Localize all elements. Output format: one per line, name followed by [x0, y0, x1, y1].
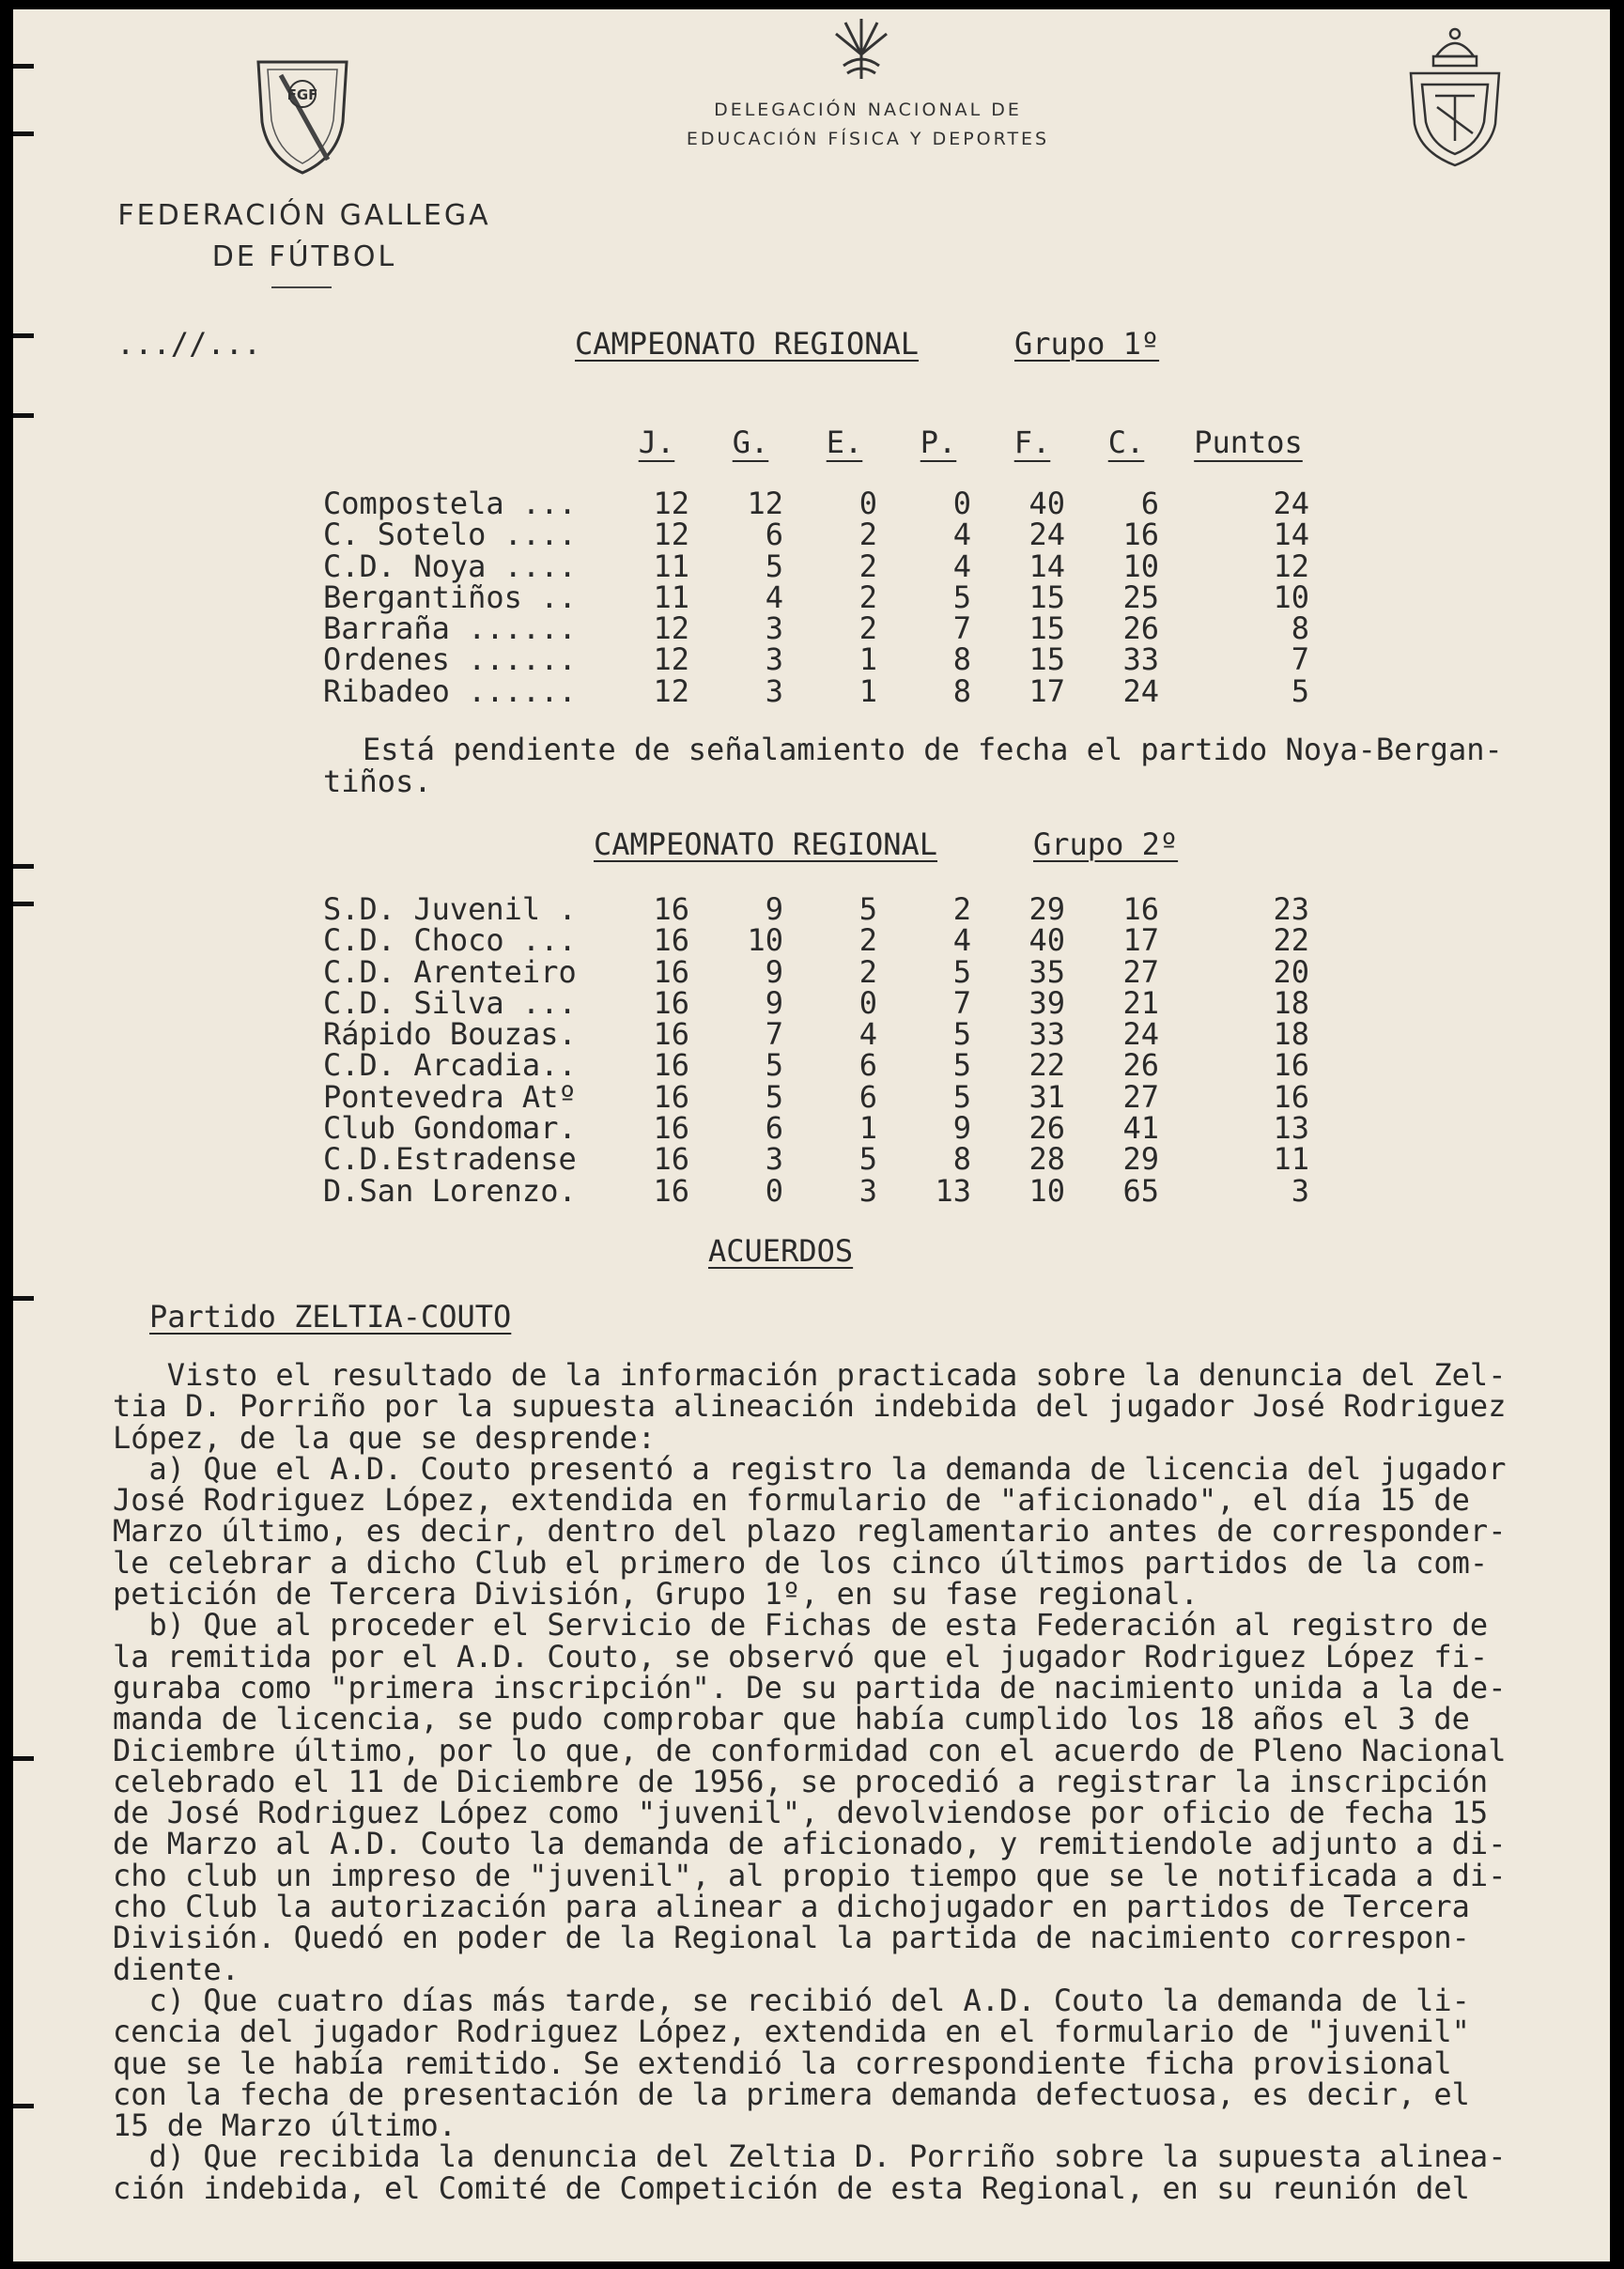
stat-e: 2	[858, 610, 877, 647]
stat-pts: 10	[1273, 579, 1309, 615]
stat-f: 17	[1029, 672, 1065, 709]
document-page	[13, 9, 1610, 2261]
team-name: Ordenes ......	[323, 641, 577, 678]
stat-e: 0	[858, 984, 877, 1021]
team-name: C.D. Noya ....	[323, 548, 577, 584]
stat-j: 11	[653, 579, 689, 615]
stat-p: 5	[952, 1078, 971, 1115]
team-name: D.San Lorenzo.	[323, 1172, 577, 1209]
yoke-arrows-icon	[830, 13, 892, 85]
stat-pts: 16	[1273, 1047, 1309, 1084]
group1-label: Grupo 1º	[1014, 326, 1160, 362]
stat-pts: 18	[1273, 984, 1309, 1021]
text-line: guraba como "primera inscripción". De su partida de nacimiento unida a la de-	[113, 1669, 1507, 1706]
stat-f: 14	[1029, 548, 1065, 584]
text-line: 15 de Marzo último.	[113, 2107, 457, 2144]
text-line: manda de licencia, se pudo comprobar que había cumplido los 18 años el 3 de	[113, 1701, 1470, 1737]
stat-f: 35	[1029, 953, 1065, 990]
stat-g: 9	[765, 953, 783, 990]
stat-f: 24	[1029, 517, 1065, 553]
stat-j: 16	[653, 1172, 689, 1209]
text-line: Marzo último, es decir, dentro del plazo reglamentario antes de corresponder-	[113, 1513, 1507, 1550]
stat-c: 17	[1122, 922, 1159, 959]
stat-g: 5	[765, 1078, 783, 1115]
stat-c: 21	[1122, 984, 1159, 1021]
group1-title: CAMPEONATO REGIONAL	[575, 326, 920, 362]
stat-e: 2	[858, 548, 877, 584]
stat-j: 16	[653, 1110, 689, 1147]
stat-j: 16	[653, 891, 689, 927]
text-line: Diciembre último, por lo que, de conformidad con el acuerdo de Pleno Nacional	[113, 1732, 1507, 1768]
stat-g: 4	[765, 579, 783, 615]
team-name: Pontevedra Atº	[323, 1078, 577, 1115]
stat-j: 16	[653, 1078, 689, 1115]
delegation-line: EDUCACIÓN FÍSICA Y DEPORTES	[686, 129, 1050, 149]
stat-j: 16	[653, 1141, 689, 1178]
stat-j: 16	[653, 953, 689, 990]
text-line: López, de la que se desprende:	[113, 1419, 656, 1456]
stat-g: 6	[765, 517, 783, 553]
stat-f: 15	[1029, 579, 1065, 615]
group2-title: CAMPEONATO REGIONAL	[594, 826, 938, 862]
col-header: C.	[1107, 424, 1145, 460]
stat-c: 16	[1122, 891, 1159, 927]
binding-mark	[13, 1296, 34, 1301]
stat-p: 9	[952, 1110, 971, 1147]
stat-f: 15	[1029, 610, 1065, 647]
stat-p: 5	[952, 1047, 971, 1084]
stat-e: 5	[858, 1141, 877, 1178]
stat-j: 16	[653, 984, 689, 1021]
stat-c: 24	[1122, 1016, 1159, 1053]
binding-mark	[13, 413, 34, 418]
stat-f: 40	[1029, 922, 1065, 959]
stat-p: 8	[952, 1141, 971, 1178]
federation-shield-icon	[253, 56, 352, 177]
stat-c: 65	[1122, 1172, 1159, 1209]
national-crest-icon	[1403, 21, 1507, 171]
stat-j: 16	[653, 1047, 689, 1084]
stat-c: 29	[1122, 1141, 1159, 1178]
text-line: que se le había remitido. Se extendió la correspondiente ficha provisional	[113, 2045, 1452, 2081]
stat-e: 3	[858, 1172, 877, 1209]
stat-p: 8	[952, 672, 971, 709]
stat-g: 3	[765, 1141, 783, 1178]
stat-f: 26	[1029, 1110, 1065, 1147]
stat-g: 9	[765, 984, 783, 1021]
stat-c: 6	[1140, 486, 1159, 521]
team-name: C.D. Silva ...	[323, 984, 577, 1021]
stat-j: 16	[653, 1016, 689, 1053]
team-name: Club Gondomar.	[323, 1110, 577, 1147]
stat-c: 33	[1122, 641, 1159, 678]
stat-p: 5	[952, 953, 971, 990]
text-line: cencia del jugador Rodriguez López, extendida en el formulario de "juvenil"	[113, 2014, 1470, 2050]
stat-g: 12	[747, 486, 783, 521]
stat-e: 6	[858, 1078, 877, 1115]
text-line: Visto el resultado de la información practicada sobre la denuncia del Zel-	[113, 1357, 1507, 1393]
reference-mark: ...//...	[116, 326, 262, 362]
stat-g: 9	[765, 891, 783, 927]
stat-p: 4	[952, 922, 971, 959]
stat-j: 12	[653, 486, 689, 521]
stat-pts: 5	[1291, 672, 1309, 709]
team-name: Ribadeo ......	[323, 672, 577, 709]
stat-f: 10	[1029, 1172, 1065, 1209]
text-line: c) Que cuatro días más tarde, se recibió del A.D. Couto la demanda de li-	[113, 1982, 1470, 2018]
stat-p: 8	[952, 641, 971, 678]
stat-f: 28	[1029, 1141, 1065, 1178]
text-line: cho Club la autorización para alinear a dichojugador en partidos de Tercera	[113, 1889, 1470, 1925]
binding-mark	[13, 2104, 34, 2108]
text-line: con la fecha de presentación de la primera demanda defectuosa, es decir, el	[113, 2076, 1470, 2112]
col-header: G.	[732, 424, 769, 460]
delegation-line: DELEGACIÓN NACIONAL DE	[714, 100, 1022, 120]
stat-c: 26	[1122, 1047, 1159, 1084]
match-subheading: Partido ZELTIA-COUTO	[149, 1299, 512, 1335]
stat-p: 4	[952, 548, 971, 584]
stat-e: 2	[858, 517, 877, 553]
stat-p: 7	[952, 610, 971, 647]
stat-pts: 24	[1273, 486, 1309, 521]
stat-g: 6	[765, 1110, 783, 1147]
stat-e: 2	[858, 953, 877, 990]
col-header: P.	[920, 424, 957, 460]
stat-c: 27	[1122, 1078, 1159, 1115]
stat-f: 33	[1029, 1016, 1065, 1053]
divider	[271, 286, 332, 288]
team-name: Bergantiños ..	[323, 579, 577, 615]
stat-e: 0	[858, 486, 877, 521]
stat-pts: 12	[1273, 548, 1309, 584]
team-name: Barraña ......	[323, 610, 577, 647]
stat-pts: 14	[1273, 517, 1309, 553]
agreements-heading: ACUERDOS	[708, 1233, 854, 1269]
text-line: diente.	[113, 1951, 240, 1987]
team-name: C. Sotelo ....	[323, 517, 577, 553]
team-name: S.D. Juvenil .	[323, 891, 577, 927]
stat-j: 12	[653, 672, 689, 709]
stat-e: 1	[858, 641, 877, 678]
pending-note: tiños.	[323, 764, 432, 799]
text-line: de José Rodriguez López como "juvenil", devolviendose por oficio de fecha 15	[113, 1795, 1489, 1831]
binding-mark	[13, 131, 34, 136]
binding-mark	[13, 864, 34, 869]
text-line: b) Que al proceder el Servicio de Fichas de esta Federación al registro de	[113, 1607, 1489, 1644]
stat-j: 16	[653, 922, 689, 959]
stat-g: 5	[765, 548, 783, 584]
text-line: a) Que el A.D. Couto presentó a registro la demanda de licencia del jugador	[113, 1450, 1507, 1487]
stat-f: 15	[1029, 641, 1065, 678]
col-header: E.	[826, 424, 863, 460]
stat-f: 39	[1029, 984, 1065, 1021]
stat-p: 5	[952, 1016, 971, 1053]
agreements-body	[113, 1357, 1578, 2206]
stat-g: 3	[765, 610, 783, 647]
stat-pts: 7	[1291, 641, 1309, 678]
stat-j: 12	[653, 610, 689, 647]
stat-p: 2	[952, 891, 971, 927]
text-line: de Marzo al A.D. Couto la demanda de aficionado, y remitiendole adjunto a di-	[113, 1826, 1507, 1862]
standings-header	[323, 424, 1356, 462]
text-line: tia D. Porriño por la supuesta alineación indebida del jugador José Rodriguez	[113, 1388, 1507, 1425]
team-name: C.D. Choco ...	[323, 922, 577, 959]
stat-c: 26	[1122, 610, 1159, 647]
text-line: José Rodriguez López, extendida en formulario de "aficionado", el día 15 de	[113, 1482, 1470, 1519]
text-line: le celebrar a dicho Club el primero de los cinco últimos partidos de la com-	[113, 1544, 1489, 1581]
stat-c: 10	[1122, 548, 1159, 584]
stat-c: 16	[1122, 517, 1159, 553]
stat-pts: 3	[1291, 1172, 1309, 1209]
binding-mark	[13, 1756, 34, 1761]
stat-pts: 13	[1273, 1110, 1309, 1147]
text-line: ción indebida, el Comité de Competición de esta Regional, en su reunión del	[113, 2169, 1470, 2206]
team-name: Rápido Bouzas.	[323, 1016, 577, 1053]
shield-text: FGF	[286, 86, 318, 103]
group2-label: Grupo 2º	[1033, 826, 1179, 862]
stat-c: 41	[1122, 1110, 1159, 1147]
delegation-heading	[671, 96, 1065, 154]
team-name: C.D.Estradense	[323, 1141, 577, 1178]
stat-g: 5	[765, 1047, 783, 1084]
stat-f: 22	[1029, 1047, 1065, 1084]
stat-j: 12	[653, 641, 689, 678]
stat-f: 40	[1029, 486, 1065, 521]
stat-e: 2	[858, 579, 877, 615]
stat-p: 7	[952, 984, 971, 1021]
binding-mark	[13, 64, 34, 69]
federation-name	[98, 195, 511, 278]
stat-e: 1	[858, 1110, 877, 1147]
stat-g: 0	[765, 1172, 783, 1209]
stat-f: 29	[1029, 891, 1065, 927]
binding-mark	[13, 902, 34, 906]
stat-p: 0	[952, 486, 971, 521]
stat-p: 13	[935, 1172, 971, 1209]
stat-e: 4	[858, 1016, 877, 1053]
stat-g: 7	[765, 1016, 783, 1053]
team-name: Compostela ...	[323, 486, 577, 521]
team-name: C.D. Arenteiro	[323, 953, 577, 990]
stat-c: 25	[1122, 579, 1159, 615]
stat-c: 24	[1122, 672, 1159, 709]
binding-mark	[13, 333, 34, 338]
stat-g: 3	[765, 641, 783, 678]
stat-g: 3	[765, 672, 783, 709]
stat-e: 6	[858, 1047, 877, 1084]
stat-e: 1	[858, 672, 877, 709]
col-header: Puntos	[1194, 424, 1303, 460]
text-line: División. Quedó en poder de la Regional la partida de nacimiento correspon-	[113, 1920, 1470, 1956]
stat-e: 2	[858, 922, 877, 959]
text-line: la remitida por el A.D. Couto, se observó que el jugador Rodriguez López fi-	[113, 1638, 1489, 1675]
text-line: d) Que recibida la denuncia del Zeltia D. Porriño sobre la supuesta alinea-	[113, 2138, 1507, 2175]
stat-e: 5	[858, 891, 877, 927]
team-name: C.D. Arcadia..	[323, 1047, 577, 1084]
stat-f: 31	[1029, 1078, 1065, 1115]
col-header: F.	[1013, 424, 1051, 460]
stat-pts: 22	[1273, 922, 1309, 959]
stat-pts: 18	[1273, 1016, 1309, 1053]
text-line: petición de Tercera División, Grupo 1º, en su fase regional.	[113, 1576, 1199, 1613]
federation-line: FEDERACIÓN GALLEGA	[117, 199, 491, 232]
stat-j: 11	[653, 548, 689, 584]
pending-note: Está pendiente de señalamiento de fecha el partido Noya-Bergan-	[363, 732, 1503, 767]
stat-c: 27	[1122, 953, 1159, 990]
stat-j: 12	[653, 517, 689, 553]
stat-g: 10	[747, 922, 783, 959]
stat-pts: 23	[1273, 891, 1309, 927]
text-line: cho club un impreso de "juvenil", al propio tiempo que se le notificada a di-	[113, 1857, 1507, 1893]
stat-pts: 8	[1291, 610, 1309, 647]
col-header: J.	[638, 424, 675, 460]
federation-line: DE FÚTBOL	[211, 240, 397, 273]
stat-p: 5	[952, 579, 971, 615]
text-line: celebrado el 11 de Diciembre de 1956, se procedió a registrar la inscripción	[113, 1763, 1489, 1799]
stat-p: 4	[952, 517, 971, 553]
stat-pts: 16	[1273, 1078, 1309, 1115]
stat-pts: 11	[1273, 1141, 1309, 1178]
stat-pts: 20	[1273, 953, 1309, 990]
